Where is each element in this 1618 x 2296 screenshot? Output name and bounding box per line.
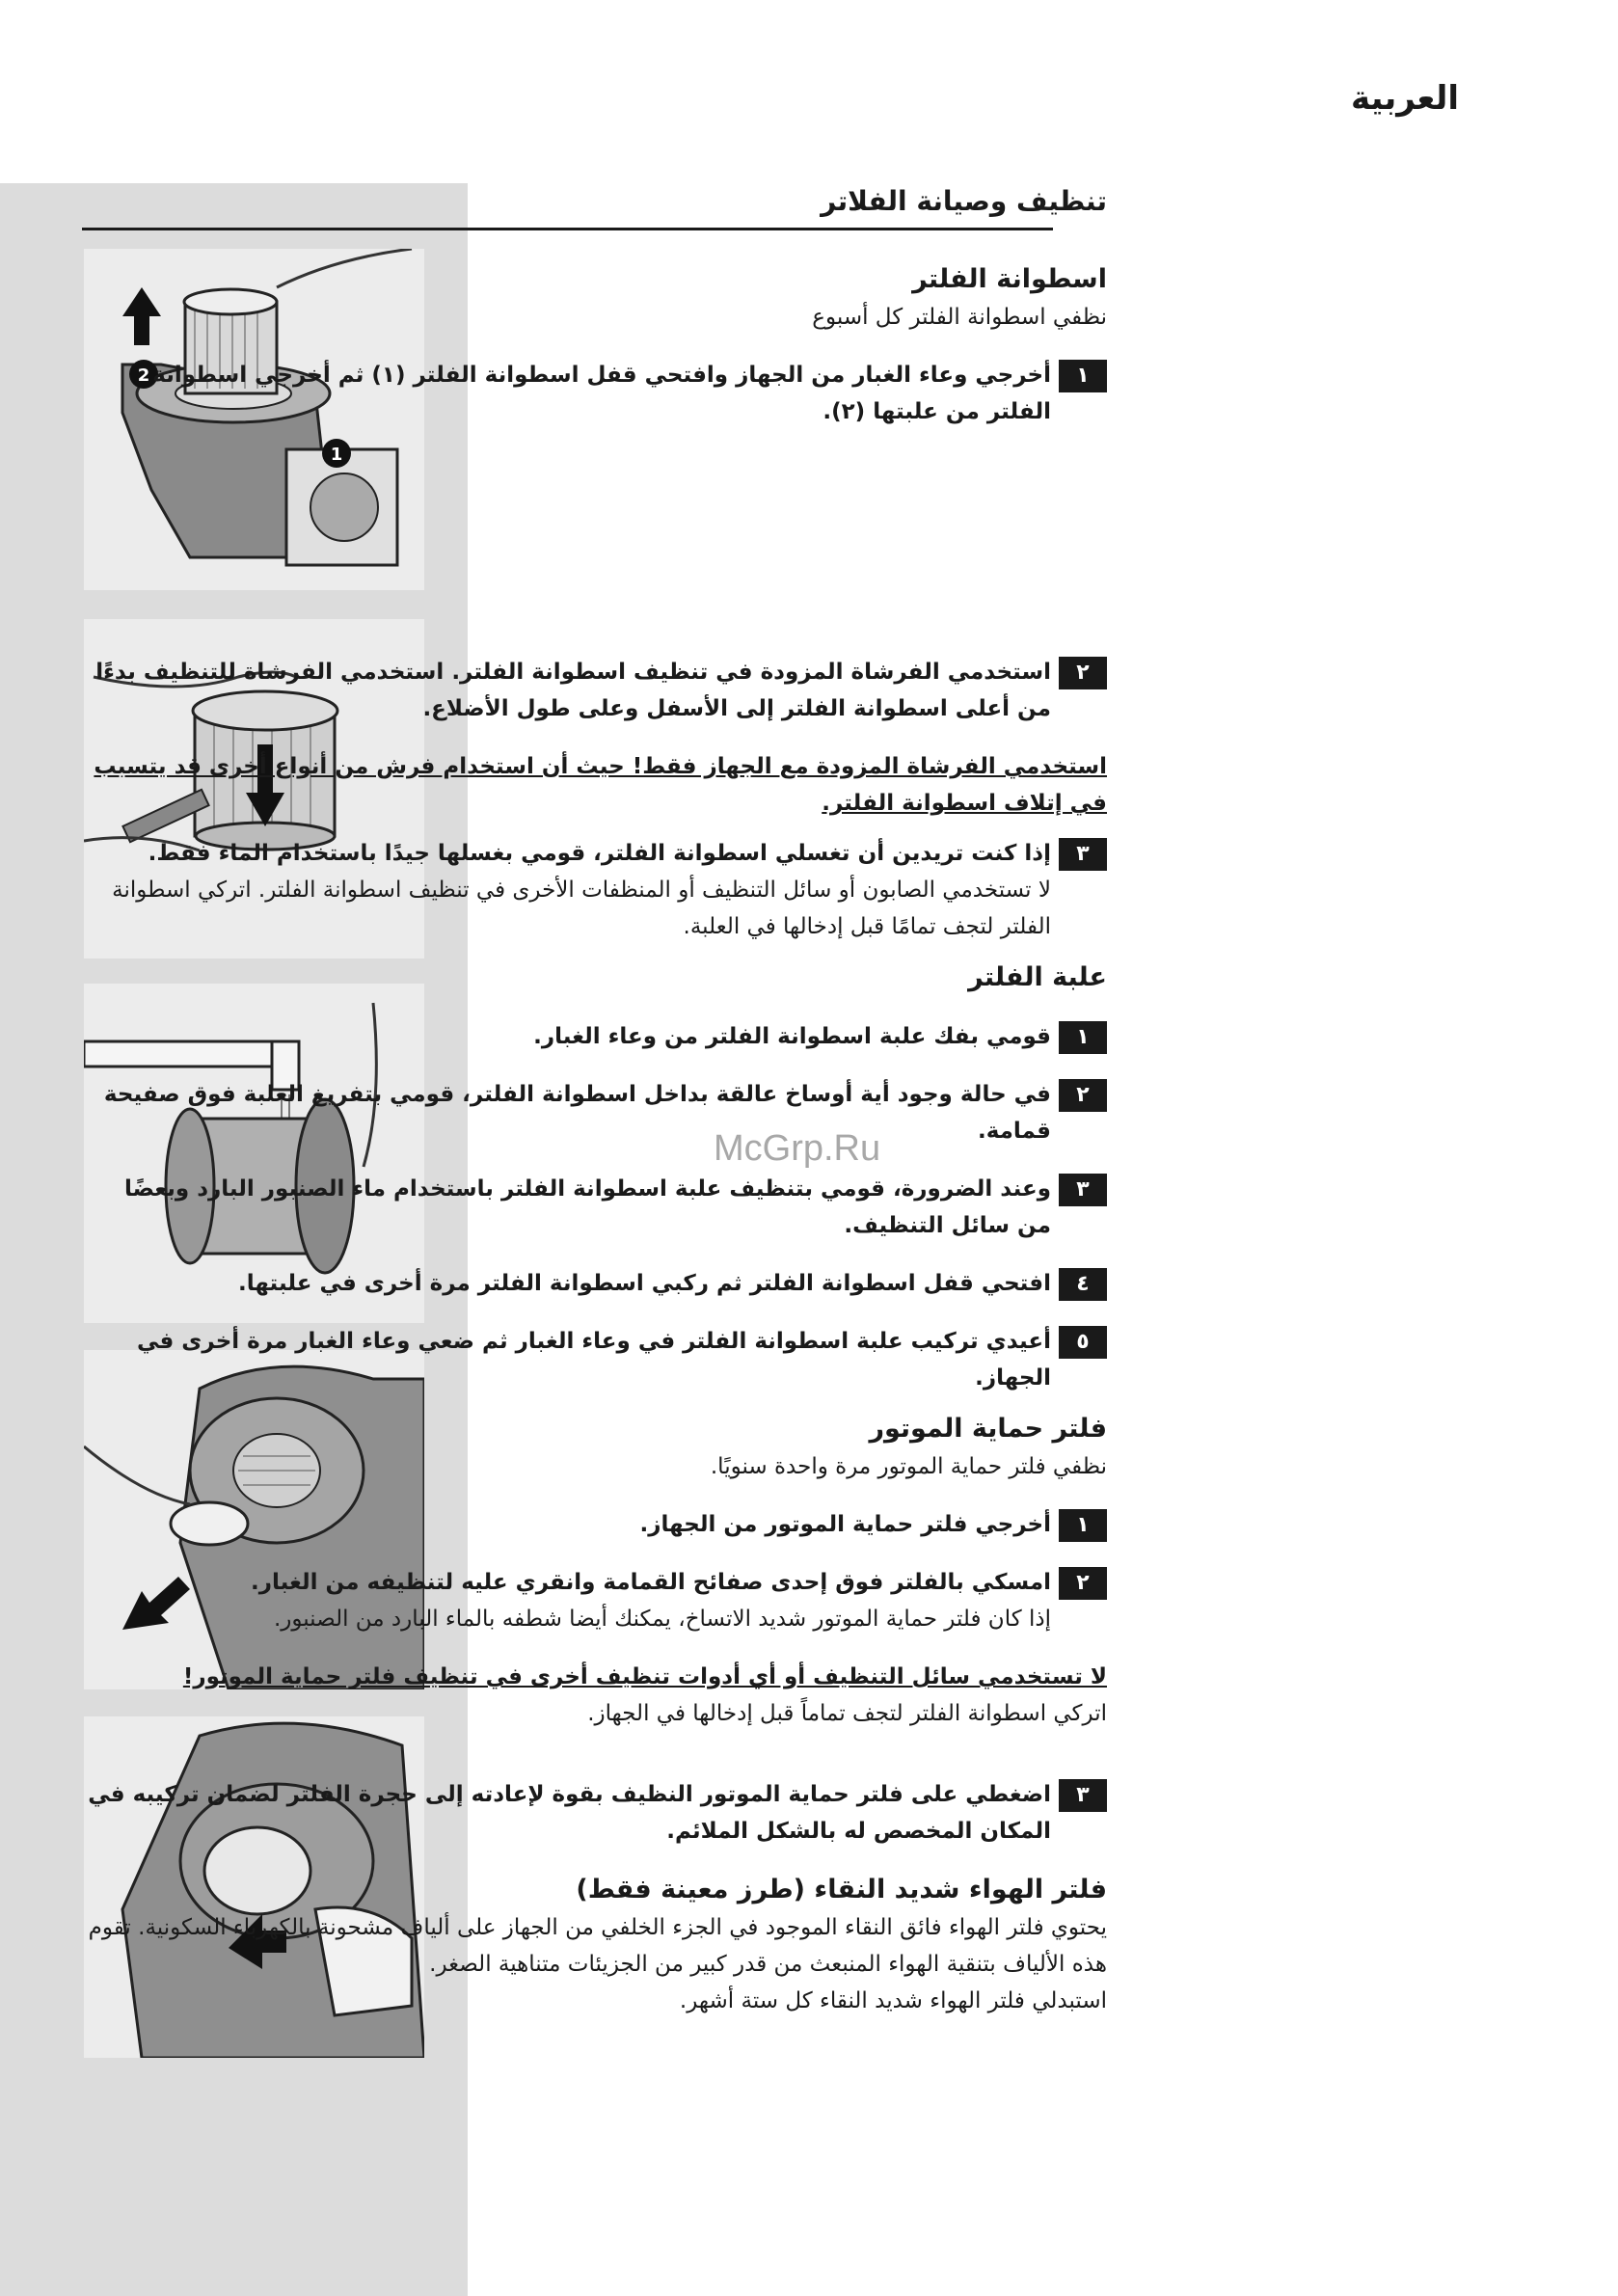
warning-text [85,748,1107,822]
subheading-filter-box: علبة الفلتر [968,962,1107,992]
watermark: McGrp.Ru [714,1128,881,1169]
step-text: أخرجي وعاء الغبار من الجهاز وافتحي قفل اسطوانة الفلتر (١) ثم أخرجي اسطوانة الفلتر من علبتها (٢). [152,363,1051,424]
step-number: ٣ [1059,838,1107,871]
step-text: استخدمي الفرشاة المزودة في تنظيف اسطوانة الفلتر. استخدمي الفرشاة للتنظيف بدءًا من أعلى اسطوانة الفلتر إلى الأسفل وعلى طول الأضلاع. [95,660,1051,721]
subheading-hepa-filter: فلتر الهواء شديد النقاء (طرز معينة فقط) [576,1875,1107,1904]
step-text: اضغطي على فلتر حماية الموتور النظيف بقوة لإعادته إلى حجرة الفلتر لضمان تركيبه في المكان المخصص له بالشكل الملائم. [88,1782,1051,1844]
step-number: ٢ [1059,1567,1107,1600]
section-divider [82,228,1053,230]
warning-note: اتركي اسطوانة الفلتر لتجف تماماً قبل إدخالها في الجهاز. [587,1701,1107,1726]
subheading-motor-filter: فلتر حماية الموتور [869,1414,1107,1444]
step-number: ٢ [1059,1079,1107,1112]
warning-underlined: لا تستخدمي سائل التنظيف أو أي أدوات تنظيف أخرى في تنظيف فلتر حماية الموتور! [182,1664,1107,1689]
step-item [85,1776,1107,1850]
step-item [85,1265,1107,1302]
figure-callout-2: 2 [137,365,150,386]
step-text: في حالة وجود أية أوساخ عالقة بداخل اسطوانة الفلتر، قومي بتفريغ العلبة فوق صفيحة قمامة. [103,1082,1051,1144]
step-text: أخرجي فلتر حماية الموتور من الجهاز. [639,1512,1051,1537]
subheading-filter-cylinder: اسطوانة الفلتر [912,264,1107,294]
step-item [85,1323,1107,1396]
step-text: امسكي بالفلتر فوق إحدى صفائح القمامة وانقري عليه لتنظيفه من الغبار. [251,1570,1051,1595]
hepa-body: يحتوي فلتر الهواء فائق النقاء الموجود في الجزء الخلفي من الجهاز على ألياف مشحونة بالكهرباء السكونية. تقوم هذه الألياف بتنقية الهواء المنبعث من قدر كبير من الجزيئات متناهية الصغر. [88,1915,1107,1977]
warning-text [85,1659,1107,1695]
step-item [85,1564,1107,1637]
step-note: لا تستخدمي الصابون أو سائل التنظيف أو المنظفات الأخرى في تنظيف اسطوانة الفلتر. اتركي اسطوانة الفلتر لتجف تمامًا قبل إدخالها في العلبة. [112,878,1051,939]
step-item [85,1018,1107,1055]
step-number: ٣ [1059,1174,1107,1206]
step-text: وعند الضرورة، قومي بتنظيف علبة اسطوانة الفلتر باستخدام ماء الصنبور البارد وبعضًا من سائل التنظيف. [123,1176,1051,1238]
step-text: افتحي قفل اسطوانة الفلتر ثم ركبي اسطوانة الفلتر مرة أخرى في علبتها. [238,1271,1051,1296]
intro-text: نظفي اسطوانة الفلتر كل أسبوع [812,305,1107,330]
section-title: تنظيف وصيانة الفلاتر [821,185,1107,217]
main-content [85,260,1107,2019]
step-number: ١ [1059,360,1107,392]
step-item [85,357,1107,430]
step-item [85,1506,1107,1543]
step-text: إذا كنت تريدين أن تغسلي اسطوانة الفلتر، قومي بغسلها جيدًا باستخدام الماء فقط. [148,841,1051,866]
intro-text: نظفي فلتر حماية الموتور مرة واحدة سنويًا. [710,1454,1107,1479]
step-item [85,1171,1107,1244]
step-number: ٤ [1059,1268,1107,1301]
step-number: ١ [1059,1021,1107,1054]
hepa-replace: استبدلي فلتر الهواء شديد النقاء كل ستة أشهر. [679,1988,1107,2013]
step-note: إذا كان فلتر حماية الموتور شديد الاتساخ، يمكنك أيضا شطفه بالماء البارد من الصنبور. [273,1607,1051,1632]
language-label: العربية [1350,79,1459,118]
warning-underlined: استخدمي الفرشاة المزودة مع الجهاز فقط! حيث أن استخدام فرش من أنواع أخرى قد يتسبب في إتلاف اسطوانة الفلتر. [94,754,1107,816]
step-item [85,654,1107,727]
step-text: أعيدي تركيب علبة اسطوانة الفلتر في وعاء الغبار ثم ضعي وعاء الغبار مرة أخرى في الجهاز. [136,1329,1051,1391]
step-number: ٢ [1059,657,1107,689]
figure-callout-1: 1 [330,445,343,465]
step-number: ١ [1059,1509,1107,1542]
step-number: ٥ [1059,1326,1107,1359]
step-item [85,1076,1107,1149]
step-item [85,835,1107,945]
step-text: قومي بفك علبة اسطوانة الفلتر من وعاء الغبار. [533,1024,1051,1049]
step-number: ٣ [1059,1779,1107,1812]
